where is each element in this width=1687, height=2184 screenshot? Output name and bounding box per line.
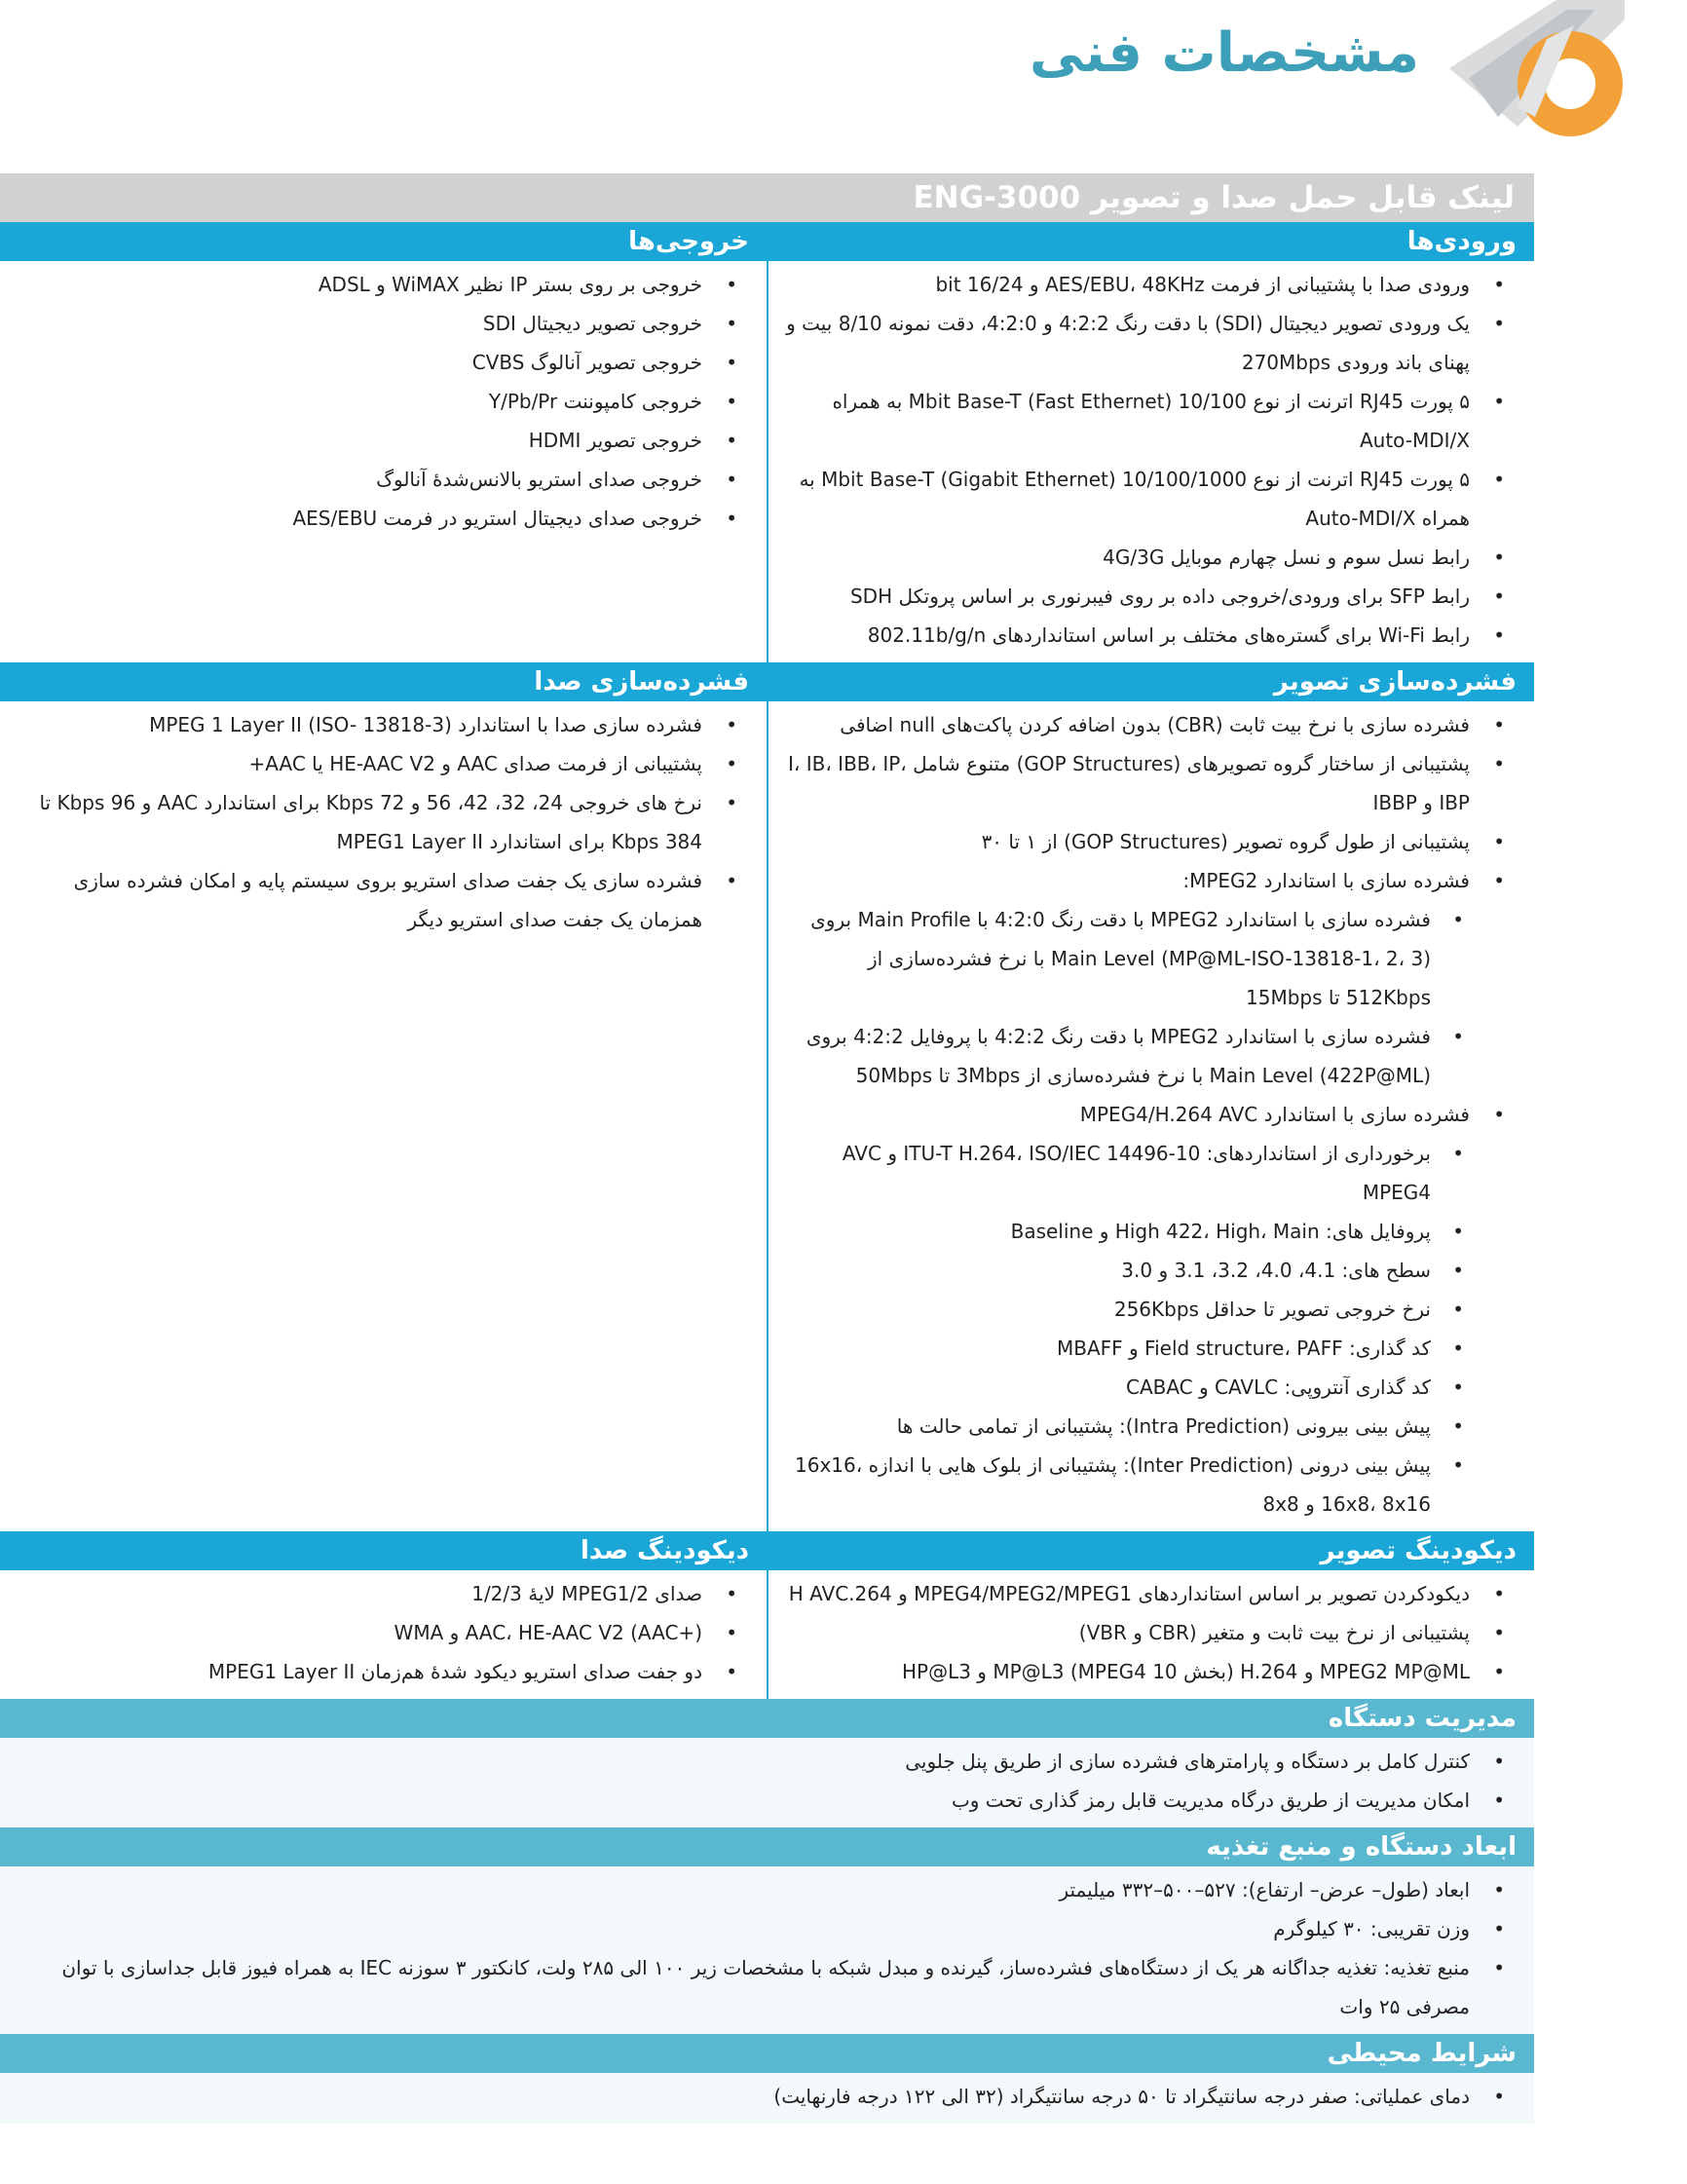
- list-item: • رابط Wi-Fi برای گستره‌های مختلف بر اساس استانداردهای 802.11b/g/n: [782, 616, 1520, 655]
- h264-label: فشرده سازی با استاندارد MPEG4/H.264 AVC: [1079, 1103, 1470, 1126]
- spec-sheet: [0, 173, 1534, 2124]
- list-item: • یک ورودی تصویر دیجیتال (SDI) با دقت رنگ 4:2:2 و 4:2:0، دقت نمونه 8/10 بیت و پهنای باند ورودی 270Mbps: [782, 304, 1520, 382]
- audio-compression-section: [0, 662, 767, 1531]
- inputs-list: [782, 265, 1520, 655]
- list-item: • پیش بینی بیرونی (Intra Prediction): پشتیبانی از تمامی حالت ها: [782, 1407, 1470, 1446]
- inputs-section: [767, 222, 1534, 662]
- list-item: • فشرده سازی یک جفت صدای استریو بروی سیستم پایه و امکان فشرده سازی همزمان یک جفت صدای استریو دیگر: [14, 861, 753, 939]
- management-list: [14, 1742, 1520, 1820]
- video-decoding-header: دیکودینگ تصویر: [769, 1531, 1534, 1570]
- list-item: • نرخ های خروجی 24، 32، 42، 56 و 72 Kbps برای استاندارد AAC و 96 Kbps تا 384 Kbps برای استاندارد MPEG1 Layer II: [14, 783, 753, 861]
- video-compression-header: فشرده‌سازی تصویر: [769, 662, 1534, 701]
- list-item: • ورودی صدا با پشتیبانی از فرمت AES/EBU، 48KHz و 16/24 bit: [782, 265, 1520, 304]
- inputs-header: ورودی‌ها: [769, 222, 1534, 261]
- list-item: • کد گذاری: Field structure، PAFF و MBAFF: [782, 1329, 1470, 1368]
- outputs-section: [0, 222, 767, 662]
- list-item: • برخورداری از استانداردهای: ITU-T H.264، ISO/IEC 14496-10 و AVC MPEG4: [782, 1134, 1470, 1212]
- outputs-body: [0, 261, 767, 546]
- list-item: • سطح های: 4.1، 4.0، 3.2، 3.1 و 3.0: [782, 1251, 1470, 1290]
- outputs-header: خروجی‌ها: [0, 222, 767, 261]
- audio-compression-body: [0, 701, 767, 947]
- list-item: • فشرده سازی با نرخ بیت ثابت (CBR) بدون اضافه کردن پاکت‌های null اضافی: [782, 705, 1520, 744]
- list-item: • پشتیبانی از طول گروه تصویر (GOP Structures) از ۱ تا ۳۰: [782, 822, 1520, 861]
- list-item: • وزن تقریبی: ۳۰ کیلوگرم: [14, 1909, 1520, 1948]
- video-decoding-list: [782, 1574, 1520, 1691]
- video-compression-section: [767, 662, 1534, 1531]
- list-item: • ۵ پورت RJ45 اترنت از نوع 10/100 Mbit Base-T (Fast Ethernet) به همراه Auto-MDI/X: [782, 382, 1520, 460]
- page-header: [0, 0, 1687, 173]
- audio-decoding-body: [0, 1570, 767, 1699]
- audio-compression-list: [14, 705, 753, 939]
- management-header: مدیریت دستگاه: [0, 1699, 1534, 1738]
- list-item: • خروجی تصویر آنالوگ CVBS: [14, 343, 753, 382]
- video-decoding-body: [769, 1570, 1534, 1699]
- list-item: • دو جفت صدای استریو دیکود شدۀ هم‌زمان MPEG1 Layer II: [14, 1652, 753, 1691]
- dimensions-list: [14, 1870, 1520, 2026]
- environment-body: [0, 2073, 1534, 2124]
- list-item: • منبع تغذیه: تغذیه جداگانه هر یک از دستگاه‌های فشرده‌ساز، گیرنده و مبدل شبکه با مشخصات زیر ۱۰۰ الی ۲۸۵ ولت، کانکتور ۳ سوزنه IEC به همراه فیوز قابل جداسازی با توان مصرفی ۲۵ وات: [14, 1948, 1520, 2026]
- list-item: • ابعاد (طول– عرض– ارتفاع): ۵۲۷–۵۰۰–۳۳۲ میلیمتر: [14, 1870, 1520, 1909]
- management-body: [0, 1738, 1534, 1827]
- audio-compression-header: فشرده‌سازی صدا: [0, 662, 767, 701]
- list-item: • ۵ پورت RJ45 اترنت از نوع 10/100/1000 Mbit Base-T (Gigabit Ethernet) به همراه Auto-MDI/X: [782, 460, 1520, 538]
- spec-grid: [0, 222, 1534, 1699]
- brand-logo-icon: [1449, 0, 1625, 173]
- environment-list: [14, 2077, 1520, 2116]
- product-title-bar: لینک قابل حمل صدا و تصویر ENG-3000: [0, 173, 1534, 222]
- list-item: • خروجی تصویر دیجیتال SDI: [14, 304, 753, 343]
- list-item: • خروجی کامپوننت Y/Pb/Pr: [14, 382, 753, 421]
- list-item: • دیکودکردن تصویر بر اساس استانداردهای MPEG4/MPEG2/MPEG1 و 264.H AVC: [782, 1574, 1520, 1613]
- list-item: • AAC، HE-AAC V2 (AAC+) و WMA: [14, 1613, 753, 1652]
- list-item: • پیش بینی درونی (Inter Prediction): پشتیبانی از بلوک هایی با اندازه 16x16، 16x8، 8x16 و 8x8: [782, 1446, 1470, 1524]
- list-item: • پشتیبانی از ساختار گروه تصویرهای (GOP Structures) متنوع شامل I، IB، IBB، IP، IBP و IBBP: [782, 744, 1520, 822]
- dimensions-body: [0, 1866, 1534, 2034]
- management-section: [0, 1699, 1534, 1827]
- inputs-body: [769, 261, 1534, 662]
- list-item: • خروجی تصویر HDMI: [14, 421, 753, 460]
- list-item: • کنترل کامل بر دستگاه و پارامترهای فشرده سازی از طریق پنل جلویی: [14, 1742, 1520, 1781]
- video-decoding-section: [767, 1531, 1534, 1699]
- page-title: مشخصات فنی: [1029, 21, 1419, 85]
- list-item: • فشرده سازی با استاندارد MPEG2 با دقت رنگ 4:2:0 با Main Profile بروی Main Level (MP@ML-ISO-13818-1، 2، 3) با نرخ فشرده‌سازی از 512Kbps تا 15Mbps: [782, 900, 1470, 1017]
- video-compression-body: [769, 701, 1534, 1531]
- list-item: • کد گذاری آنتروپی: CAVLC و CABAC: [782, 1368, 1470, 1407]
- list-item: • پشتیبانی از نرخ بیت ثابت و متغیر (CBR و VBR): [782, 1613, 1520, 1652]
- list-item: • رابط نسل سوم و نسل چهارم موبایل 4G/3G: [782, 538, 1520, 577]
- list-item: • نرخ خروجی تصویر تا حداقل 256Kbps: [782, 1290, 1470, 1329]
- audio-decoding-list: [14, 1574, 753, 1691]
- audio-decoding-section: [0, 1531, 767, 1699]
- list-item: • پروفایل های: High 422، High، Main و Baseline: [782, 1212, 1470, 1251]
- list-item: • صدای MPEG1/2 لایۀ 1/2/3: [14, 1574, 753, 1613]
- list-item: • پشتیبانی از فرمت صدای AAC و HE-AAC V2 یا AAC+: [14, 744, 753, 783]
- list-item: • فشرده سازی صدا با استاندارد MPEG 1 Layer II (ISO- 13818-3): [14, 705, 753, 744]
- list-item: • خروجی بر روی بستر IP نظیر WiMAX و ADSL: [14, 265, 753, 304]
- environment-section: [0, 2034, 1534, 2124]
- mpeg2-label: فشرده سازی با استاندارد MPEG2:: [1182, 869, 1470, 892]
- dimensions-section: [0, 1827, 1534, 2034]
- list-item: • MPEG2 MP@ML و H.264 (بخش MPEG4 10) MP@L3 و HP@L3: [782, 1652, 1520, 1691]
- list-item: [782, 1095, 1520, 1524]
- environment-header: شرایط محیطی: [0, 2034, 1534, 2073]
- list-item: • امکان مدیریت از طریق درگاه مدیریت قابل رمز گذاری تحت وب: [14, 1781, 1520, 1820]
- list-item: • دمای عملیاتی: صفر درجه سانتیگراد تا ۵۰ درجه سانتیگراد (۳۲ الی ۱۲۲ درجه فارنهایت): [14, 2077, 1520, 2116]
- mpeg2-sublist: [782, 900, 1470, 1095]
- list-item: • فشرده سازی با استاندارد MPEG2 با دقت رنگ 4:2:2 با پروفایل 4:2:2 بروی Main Level (422P@ML) با نرخ فشرده‌سازی از 3Mbps تا 50Mbps: [782, 1017, 1470, 1095]
- list-item: [782, 861, 1520, 1095]
- list-item: • خروجی صدای دیجیتال استریو در فرمت AES/EBU: [14, 499, 753, 538]
- outputs-list: [14, 265, 753, 538]
- audio-decoding-header: دیکودینگ صدا: [0, 1531, 767, 1570]
- video-compression-list: [782, 705, 1520, 1524]
- list-item: • رابط SFP برای ورودی/خروجی داده بر روی فیبرنوری بر اساس پروتکل SDH: [782, 577, 1520, 616]
- list-item: • خروجی صدای استریو بالانس‌شدۀ آنالوگ: [14, 460, 753, 499]
- dimensions-header: ابعاد دستگاه و منبع تغذیه: [0, 1827, 1534, 1866]
- h264-sublist: [782, 1134, 1470, 1524]
